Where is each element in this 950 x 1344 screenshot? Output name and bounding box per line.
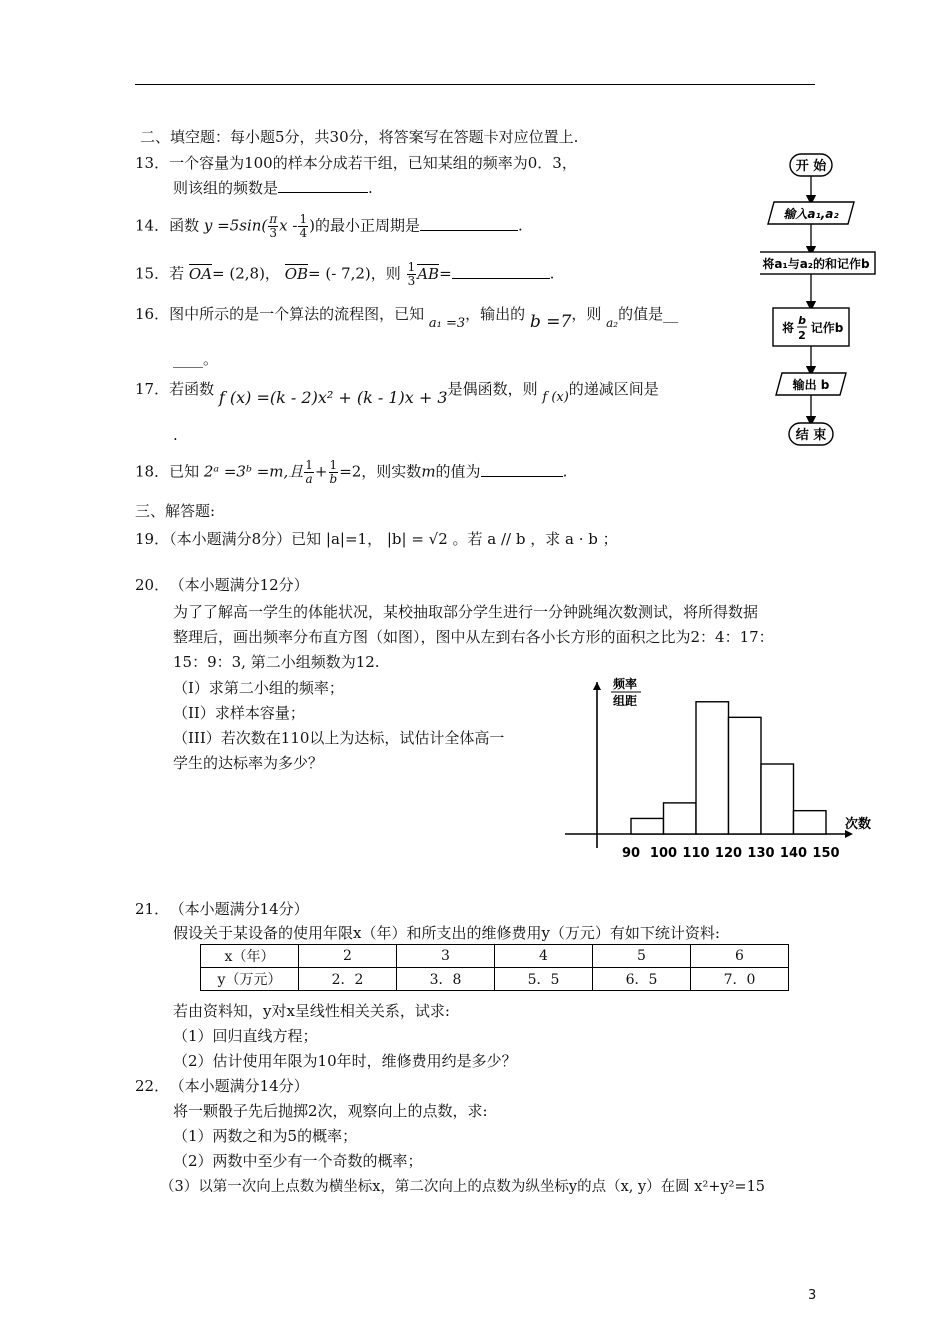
q22-subquestion-2: （2）两数中至少有一个奇数的概率； <box>173 1152 423 1170</box>
q21-subquestion-2: （2）估计使用年限为10年时，维修费用约是多少？ <box>173 1052 517 1070</box>
maintenance-cost-table <box>200 944 789 991</box>
y-axis-label-bottom: 组距 <box>613 694 638 708</box>
flow-process-sum-node <box>760 252 875 274</box>
q16-b-value: b =7 <box>529 312 572 332</box>
q20-subquestion-3: （III）若次数在110以上为达标，试估计全体高一 <box>173 729 505 747</box>
table-cell: 5 <box>593 945 691 968</box>
question-13-line2: 则该组的频数是 . <box>173 179 373 197</box>
histogram-bar <box>761 764 794 834</box>
histogram-bar <box>729 717 762 834</box>
table-cell: 6．5 <box>593 968 691 991</box>
question-21: 21． （本小题满分14分） <box>135 900 309 918</box>
x-axis-label: 次数 <box>845 817 872 832</box>
svg-text:将: 将 <box>781 321 795 335</box>
svg-text:b: b <box>798 314 806 327</box>
vector-oa: OA <box>188 264 213 283</box>
page-number: 3 <box>808 1288 817 1303</box>
question-22: 22． （本小题满分14分） <box>135 1077 309 1095</box>
x-tick-label: 100 <box>649 846 678 861</box>
flow-input-node <box>768 202 854 224</box>
q18-expression: 2ᵃ =3ᵇ =m,且 <box>203 462 304 481</box>
flow-end-node <box>789 423 833 445</box>
histogram-bar <box>794 811 827 834</box>
q20-subquestion-1: （I）求第二小组的频率； <box>173 679 344 697</box>
flow-start-node <box>790 154 832 176</box>
q16-a1-value: a₁ =3 <box>428 316 466 331</box>
section-2-heading: 二、填空题：每小题5分，共30分，将答案写在答题卡对应位置上. <box>140 128 579 146</box>
q22-paragraph-1: 将一颗骰子先后抛掷2次，观察向上的点数，求: <box>173 1102 488 1120</box>
q14-answer-blank[interactable] <box>420 216 518 231</box>
table-cell: 2．2 <box>299 968 397 991</box>
histogram-bar <box>631 818 664 834</box>
q13-text2: 则该组的频数是 <box>173 179 279 197</box>
svg-text:开 始: 开 始 <box>795 159 827 174</box>
question-14: 14．函数 y =5sin( $\frac{\pi}{3}$ x - $\frac{1}{4}$ )的最小正周期是 . <box>135 212 523 240</box>
table-row-x <box>201 945 789 968</box>
question-16: 16．图中所示的是一个算法的流程图，已知 a₁ =3，输出的 b =7，则 $_{a_2}$的值是__ <box>135 305 679 332</box>
x-tick-label: 90 <box>621 846 641 861</box>
q21-paragraph-2: 若由资料知，y对x呈线性相关关系，试求: <box>173 1002 450 1020</box>
table-row-y <box>201 968 789 991</box>
q22-subquestion-1: （1）两数之和为5的概率； <box>173 1127 358 1145</box>
x-tick-label: 140 <box>779 846 808 861</box>
q15-fraction-1-3: $\frac{1}{3}$ <box>407 260 416 288</box>
q21-subquestion-1: （1）回归直线方程； <box>173 1027 318 1045</box>
q16-a2: a₂ <box>606 316 619 330</box>
q20-paragraph-1: 为了了解高一学生的体能状况，某校抽取部分学生进行一分钟跳绳次数测试，将所得数据 <box>173 603 759 621</box>
q18-answer-blank[interactable] <box>481 462 563 477</box>
svg-text:输出 b: 输出 b <box>792 378 830 392</box>
question-15: 15．若 OA= (2,8)， OB= (- 7,2)，则 $\frac{1}{3}$ AB= . <box>135 260 555 288</box>
q15-answer-blank[interactable] <box>452 264 550 279</box>
q14-fraction-pi-3: $\frac{\pi}{3}$ <box>269 212 278 240</box>
q20-paragraph-3: 15：9：3, 第二小组频数为12. <box>173 653 380 671</box>
vector-ob: OB <box>284 264 309 283</box>
algorithm-flowchart <box>760 148 885 458</box>
frequency-histogram <box>555 662 890 884</box>
svg-text:记作b: 记作b <box>810 321 844 335</box>
table-cell: 4 <box>495 945 593 968</box>
question-17: 17．若函数 f (x) =(k - 2)x² + (k - 1)x + 3是偶函数，则 f (x)的递减区间是 <box>135 380 659 407</box>
x-tick-label: 150 <box>812 846 840 861</box>
q21-paragraph-1: 假设关于某设备的使用年限x（年）和所支出的维修费用y（万元）有如下统计资料: <box>173 924 720 942</box>
vector-ab: AB <box>417 264 440 283</box>
q13-text: 一个容量为100的样本分成若干组，已知某组的频率为0．3， <box>169 154 577 172</box>
flow-output-node <box>776 373 846 395</box>
x-tick-label: 130 <box>747 846 775 861</box>
q22-subquestion-3: （3）以第一次向上点数为横坐标x，第二次向上的点数为纵坐标y的点（x, y）在圆 x²+y²=15 <box>160 1179 766 1195</box>
x-tick-label: 120 <box>714 846 743 861</box>
table-cell-header: y（万元） <box>201 968 299 991</box>
svg-text:结 束: 结 束 <box>795 428 827 443</box>
q14-fraction-1-4: $\frac{1}{4}$ <box>299 212 308 240</box>
svg-text:输入a₁,a₂: 输入a₁,a₂ <box>783 207 839 221</box>
flow-process-half-node <box>773 308 849 346</box>
table-cell: 3 <box>397 945 495 968</box>
question-16-line2: ____。 <box>173 350 219 368</box>
y-axis-arrow <box>593 682 601 690</box>
q20-subquestion-3-cont: 学生的达标率为多少？ <box>173 754 324 772</box>
y-axis-label-top: 频率 <box>613 677 638 691</box>
table-cell: 5．5 <box>495 968 593 991</box>
q13-answer-blank[interactable] <box>278 178 368 193</box>
question-20: 20． （本小题满分12分） <box>135 576 309 594</box>
question-13 <box>135 152 577 174</box>
header-rule <box>135 84 815 85</box>
table-cell: 7．0 <box>691 968 789 991</box>
svg-text:2: 2 <box>798 329 806 342</box>
table-cell: 6 <box>691 945 789 968</box>
q17-function: f (x) =(k - 2)x² + (k - 1)x + 3 <box>218 388 448 407</box>
histogram-bar <box>696 702 729 834</box>
question-17-line2: . <box>173 426 178 444</box>
svg-text:将a₁与a₂的和记作b: 将a₁与a₂的和记作b <box>762 257 870 271</box>
q20-paragraph-2: 整理后，画出频率分布直方图（如图），图中从左到右各小长方形的面积之比为2：4：17： <box>173 628 774 646</box>
x-tick-label: 110 <box>682 846 710 861</box>
table-cell-header: x（年） <box>201 945 299 968</box>
q13-number: 13． <box>135 154 170 172</box>
q14-expression: y =5sin( <box>203 216 268 235</box>
table-cell: 2 <box>299 945 397 968</box>
section-3-heading: 三、解答题: <box>135 502 216 520</box>
question-19: 19．（本小题满分8分）已知 |a|=1， |b| = √2 。若 a // b ，求 a · b ； <box>135 530 618 548</box>
q20-subquestion-2: （II）求样本容量； <box>173 704 305 722</box>
question-18: 18．已知 2ᵃ =3ᵇ =m,且 $\frac{1}{a}$ + $\frac{1}{b}$ =2，则实数m的值为 . <box>135 458 568 486</box>
table-cell: 3．8 <box>397 968 495 991</box>
histogram-bar <box>664 803 697 834</box>
